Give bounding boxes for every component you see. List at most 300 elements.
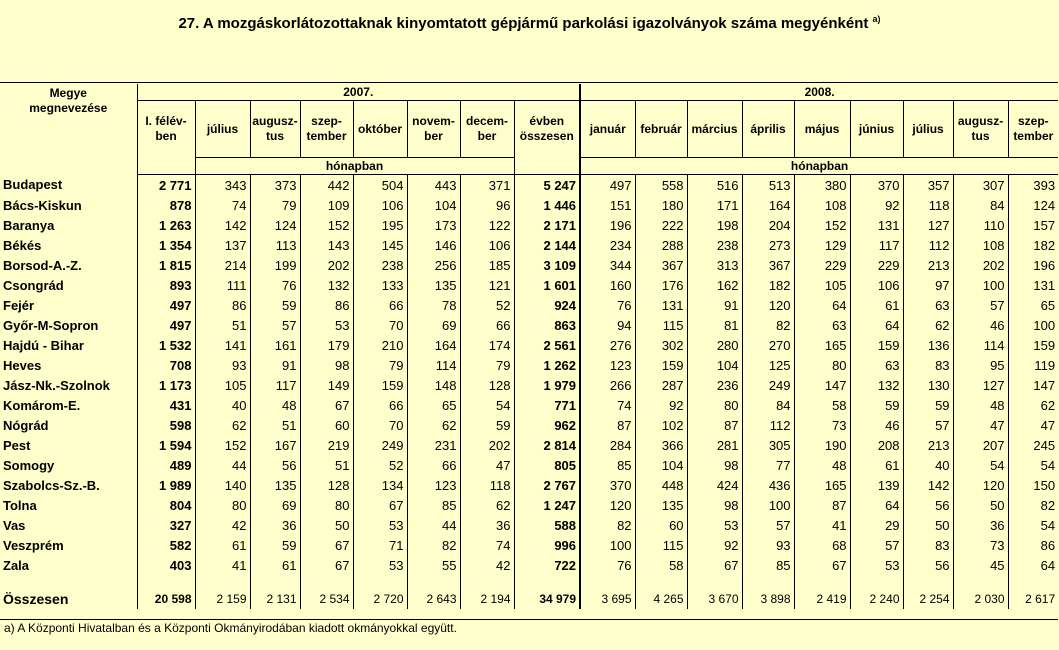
month-header-2007-4 [353,101,407,158]
value-cell: 143 [300,235,353,255]
spacer-cell [300,575,353,589]
value-cell: 771 [514,395,580,415]
month-header-2008-7 [953,101,1008,158]
value-cell: 150 [1008,475,1058,495]
value-cell: 236 [687,375,742,395]
value-cell: 47 [460,455,514,475]
value-cell: 114 [407,355,460,375]
month-header-2007-0 [137,101,195,158]
county-name: Borsod-A.-Z. [3,257,82,273]
value-cell: 46 [953,315,1008,335]
value-cell: 105 [794,275,850,295]
value-cell: 128 [300,475,353,495]
value-cell: 424 [687,475,742,495]
value-cell: 106 [460,235,514,255]
value-cell: 108 [953,235,1008,255]
value-cell: 504 [353,175,407,196]
value-cell: 1 247 [514,495,580,515]
value-cell: 145 [353,235,407,255]
month-header-2008-0 [580,101,635,158]
month-header-2007-6-line2: ber [477,129,497,143]
value-cell: 202 [300,255,353,275]
spacer-cell [635,575,687,589]
value-cell: 82 [742,315,794,335]
value-cell: 57 [903,415,953,435]
value-cell: 497 [580,175,635,196]
value-cell: 1 601 [514,275,580,295]
month-header-2007-5-line2: ber [424,129,443,143]
value-cell: 36 [460,515,514,535]
value-cell: 202 [953,255,1008,275]
county-name: Fejér [3,297,35,313]
value-cell: 104 [407,195,460,215]
value-cell: 50 [300,515,353,535]
value-cell: 708 [137,355,195,375]
value-cell: 124 [1008,195,1058,215]
value-cell: 98 [687,495,742,515]
county-name: Zala [3,557,30,573]
value-cell: 29 [850,515,903,535]
value-cell: 93 [195,355,250,375]
value-cell: 130 [903,375,953,395]
value-cell: 202 [460,435,514,455]
value-cell: 270 [742,335,794,355]
table-row [0,275,1058,295]
page-title [0,14,1059,32]
value-cell: 54 [460,395,514,415]
value-cell: 82 [580,515,635,535]
value-cell: 47 [953,415,1008,435]
value-cell: 164 [407,335,460,355]
value-cell: 41 [794,515,850,535]
value-cell: 98 [687,455,742,475]
value-cell: 152 [195,435,250,455]
value-cell: 2 159 [195,589,250,609]
value-cell: 79 [250,195,300,215]
value-cell: 62 [195,415,250,435]
value-cell: 69 [250,495,300,515]
value-cell: 61 [250,555,300,575]
value-cell: 962 [514,415,580,435]
value-cell: 152 [794,215,850,235]
month-header-2007-0-line1: I. félév- [145,114,187,129]
value-cell: 159 [1008,335,1058,355]
footnote: a) A Központi Hivatalban és a Központi Okmányirodában kiadott okmányokkal együtt. [4,621,457,635]
month-header-2008-1 [635,101,687,158]
value-cell: 195 [353,215,407,235]
value-cell: 92 [850,195,903,215]
value-cell: 50 [953,495,1008,515]
value-cell: 108 [794,195,850,215]
value-cell: 48 [953,395,1008,415]
month-header-2008-2-line1: március [691,121,738,136]
value-cell: 86 [195,295,250,315]
value-cell: 436 [742,475,794,495]
value-cell: 36 [953,515,1008,535]
value-cell: 105 [195,375,250,395]
value-cell: 276 [580,335,635,355]
value-cell: 104 [635,455,687,475]
value-cell: 106 [850,275,903,295]
value-cell: 79 [353,355,407,375]
value-cell: 80 [195,495,250,515]
value-cell: 148 [407,375,460,395]
value-cell: 2 131 [250,589,300,609]
value-cell: 125 [742,355,794,375]
value-cell: 55 [407,555,460,575]
value-cell: 85 [580,455,635,475]
spacer-cell [460,575,514,589]
value-cell: 167 [250,435,300,455]
unit-spacer-1 [137,158,195,175]
value-cell: 160 [580,275,635,295]
value-cell: 80 [794,355,850,375]
value-cell: 284 [580,435,635,455]
month-header-2008-7-line2: tus [971,129,990,143]
value-cell: 84 [953,195,1008,215]
value-cell: 80 [687,395,742,415]
value-cell: 115 [635,535,687,555]
value-cell: 380 [794,175,850,196]
value-cell: 238 [687,235,742,255]
value-cell: 804 [137,495,195,515]
value-cell: 2 194 [460,589,514,609]
value-cell: 59 [250,295,300,315]
value-cell: 131 [635,295,687,315]
value-cell: 66 [460,315,514,335]
value-cell: 245 [1008,435,1058,455]
value-cell: 199 [250,255,300,275]
value-cell: 129 [794,235,850,255]
county-name: Pest [3,437,31,453]
month-header-2007-1 [195,101,250,158]
spacer-cell [137,575,195,589]
value-cell: 57 [250,315,300,335]
value-cell: 63 [903,295,953,315]
value-cell: 165 [794,475,850,495]
value-cell: 805 [514,455,580,475]
month-header-2008-1-line1: február [640,121,682,136]
county-name: Jász-Nk.-Szolnok [3,377,110,393]
table-row [0,455,1058,475]
value-cell: 20 598 [137,589,195,609]
value-cell: 94 [580,315,635,335]
value-cell: 1 354 [137,235,195,255]
spacer-cell [742,575,794,589]
spacer-row [0,575,1058,589]
spacer-cell [687,575,742,589]
value-cell: 135 [635,495,687,515]
value-cell: 87 [794,495,850,515]
value-cell: 222 [635,215,687,235]
value-cell: 98 [300,355,353,375]
value-cell: 96 [460,195,514,215]
county-name: Győr-M-Sopron [3,317,99,333]
value-cell: 302 [635,335,687,355]
month-header-2008-8 [1008,101,1058,158]
month-header-2007-5-line1: novem- [412,114,455,128]
value-cell: 1 263 [137,215,195,235]
table-row [0,589,1058,609]
county-name: Budapest [3,177,63,193]
table-row [0,475,1058,495]
table-row [0,195,1058,215]
month-header-2008-3-line1: április [750,121,786,136]
value-cell: 231 [407,435,460,455]
value-cell: 1 532 [137,335,195,355]
value-cell: 67 [300,395,353,415]
value-cell: 51 [195,315,250,335]
value-cell: 77 [742,455,794,475]
value-cell: 87 [580,415,635,435]
value-cell: 164 [742,195,794,215]
table-row [0,555,1058,575]
table-row [0,415,1058,435]
value-cell: 110 [953,215,1008,235]
value-cell: 722 [514,555,580,575]
value-cell: 147 [1008,375,1058,395]
value-cell: 48 [794,455,850,475]
value-cell: 70 [353,415,407,435]
value-cell: 62 [407,415,460,435]
value-cell: 53 [850,555,903,575]
value-cell: 180 [635,195,687,215]
value-cell: 2 814 [514,435,580,455]
value-cell: 229 [850,255,903,275]
value-cell: 127 [903,215,953,235]
value-cell: 1 979 [514,375,580,395]
month-header-2007-7 [514,101,580,158]
table-row [0,435,1058,455]
county-name: Somogy [3,457,55,473]
value-cell: 489 [137,455,195,475]
value-cell: 42 [195,515,250,535]
value-cell: 582 [137,535,195,555]
county-name: Szabolcs-Sz.-B. [3,477,100,493]
value-cell: 140 [195,475,250,495]
value-cell: 58 [794,395,850,415]
month-header-2007-2-line2: tus [266,129,284,143]
value-cell: 431 [137,395,195,415]
county-name: Baranya [3,217,55,233]
value-cell: 86 [1008,535,1058,555]
value-cell: 139 [850,475,903,495]
value-cell: 71 [353,535,407,555]
county-name: Komárom-E. [3,397,81,413]
value-cell: 92 [635,395,687,415]
table-row [0,375,1058,395]
value-cell: 1 446 [514,195,580,215]
value-cell: 152 [300,215,353,235]
month-header-2008-7-line1: augusz- [957,114,1004,128]
value-cell: 2 767 [514,475,580,495]
value-cell: 2 030 [953,589,1008,609]
value-cell: 111 [195,275,250,295]
value-cell: 70 [353,315,407,335]
value-cell: 5 247 [514,175,580,196]
value-cell: 3 670 [687,589,742,609]
value-cell: 127 [953,375,1008,395]
monthly-label-2007: hónapban [195,158,514,175]
value-cell: 863 [514,315,580,335]
value-cell: 59 [250,535,300,555]
value-cell: 122 [460,215,514,235]
value-cell: 185 [460,255,514,275]
value-cell: 287 [635,375,687,395]
value-cell: 207 [953,435,1008,455]
value-cell: 48 [250,395,300,415]
value-cell: 44 [407,515,460,535]
value-cell: 45 [953,555,1008,575]
value-cell: 91 [687,295,742,315]
value-cell: 132 [300,275,353,295]
value-cell: 85 [407,495,460,515]
spacer-cell [580,575,635,589]
value-cell: 136 [903,335,953,355]
value-cell: 313 [687,255,742,275]
value-cell: 3 695 [580,589,635,609]
value-cell: 149 [300,375,353,395]
month-header-2007-0-line2: ben [155,129,177,144]
value-cell: 53 [687,515,742,535]
value-cell: 131 [1008,275,1058,295]
value-cell: 117 [250,375,300,395]
value-cell: 219 [300,435,353,455]
value-cell: 62 [1008,395,1058,415]
table-row [0,175,1058,196]
value-cell: 443 [407,175,460,196]
value-cell: 497 [137,315,195,335]
value-cell: 135 [407,275,460,295]
value-cell: 196 [1008,255,1058,275]
value-cell: 305 [742,435,794,455]
month-header-2008-6 [903,101,953,158]
month-header-2007-4-line1: október [357,121,402,136]
value-cell: 497 [137,295,195,315]
month-header-2007-7-line1: évben [529,114,565,129]
value-cell: 213 [903,435,953,455]
value-cell: 104 [687,355,742,375]
value-cell: 1 173 [137,375,195,395]
unit-spacer-2 [514,158,580,175]
value-cell: 73 [794,415,850,435]
value-cell: 64 [794,295,850,315]
month-header-2008-4-line1: május [804,121,840,136]
value-cell: 135 [250,475,300,495]
month-header-2007-2 [250,101,300,158]
value-cell: 161 [250,335,300,355]
value-cell: 2 144 [514,235,580,255]
value-cell: 113 [250,235,300,255]
value-cell: 327 [137,515,195,535]
value-cell: 85 [742,555,794,575]
statistics-table [0,84,1058,609]
value-cell: 65 [1008,295,1058,315]
value-cell: 109 [300,195,353,215]
value-cell: 69 [407,315,460,335]
value-cell: 63 [850,355,903,375]
value-cell: 2 254 [903,589,953,609]
value-cell: 4 265 [635,589,687,609]
value-cell: 288 [635,235,687,255]
county-name: Tolna [3,497,37,513]
value-cell: 54 [1008,455,1058,475]
value-cell: 78 [407,295,460,315]
value-cell: 64 [1008,555,1058,575]
value-cell: 100 [953,275,1008,295]
month-header-2008-0-line1: január [589,121,626,136]
value-cell: 123 [580,355,635,375]
spacer-cell [850,575,903,589]
value-cell: 87 [687,415,742,435]
value-cell: 67 [300,555,353,575]
value-cell: 2 561 [514,335,580,355]
table-row [0,235,1058,255]
value-cell: 53 [300,315,353,335]
value-cell: 106 [353,195,407,215]
value-cell: 41 [195,555,250,575]
value-cell: 67 [300,535,353,555]
value-cell: 924 [514,295,580,315]
value-cell: 118 [903,195,953,215]
value-cell: 34 979 [514,589,580,609]
month-header-2008-4 [794,101,850,158]
value-cell: 307 [953,175,1008,196]
value-cell: 133 [353,275,407,295]
value-cell: 53 [353,555,407,575]
value-cell: 2 617 [1008,589,1058,609]
county-name: Bács-Kiskun [3,197,82,213]
county-header-line1: Megye [49,86,87,100]
value-cell: 66 [353,295,407,315]
value-cell: 210 [353,335,407,355]
value-cell: 51 [300,455,353,475]
value-cell: 162 [687,275,742,295]
table-row [0,535,1058,555]
value-cell: 198 [687,215,742,235]
value-cell: 46 [850,415,903,435]
value-cell: 62 [903,315,953,335]
month-header-2007-6 [460,101,514,158]
value-cell: 54 [1008,515,1058,535]
value-cell: 134 [353,475,407,495]
county-name: Hajdú - Bihar [3,337,84,353]
value-cell: 57 [850,535,903,555]
value-cell: 513 [742,175,794,196]
spacer-cell [953,575,1008,589]
value-cell: 142 [903,475,953,495]
value-cell: 2 419 [794,589,850,609]
table-row [0,215,1058,235]
value-cell: 174 [460,335,514,355]
value-cell: 118 [460,475,514,495]
month-header-2008-3 [742,101,794,158]
value-cell: 366 [635,435,687,455]
spacer-cell [794,575,850,589]
month-header-2008-2 [687,101,742,158]
value-cell: 82 [1008,495,1058,515]
county-name: Nógrád [3,417,49,433]
value-cell: 214 [195,255,250,275]
value-cell: 65 [407,395,460,415]
value-cell: 64 [850,315,903,335]
value-cell: 249 [353,435,407,455]
value-cell: 64 [850,495,903,515]
value-cell: 281 [687,435,742,455]
value-cell: 142 [195,215,250,235]
value-cell: 63 [794,315,850,335]
value-cell: 234 [580,235,635,255]
